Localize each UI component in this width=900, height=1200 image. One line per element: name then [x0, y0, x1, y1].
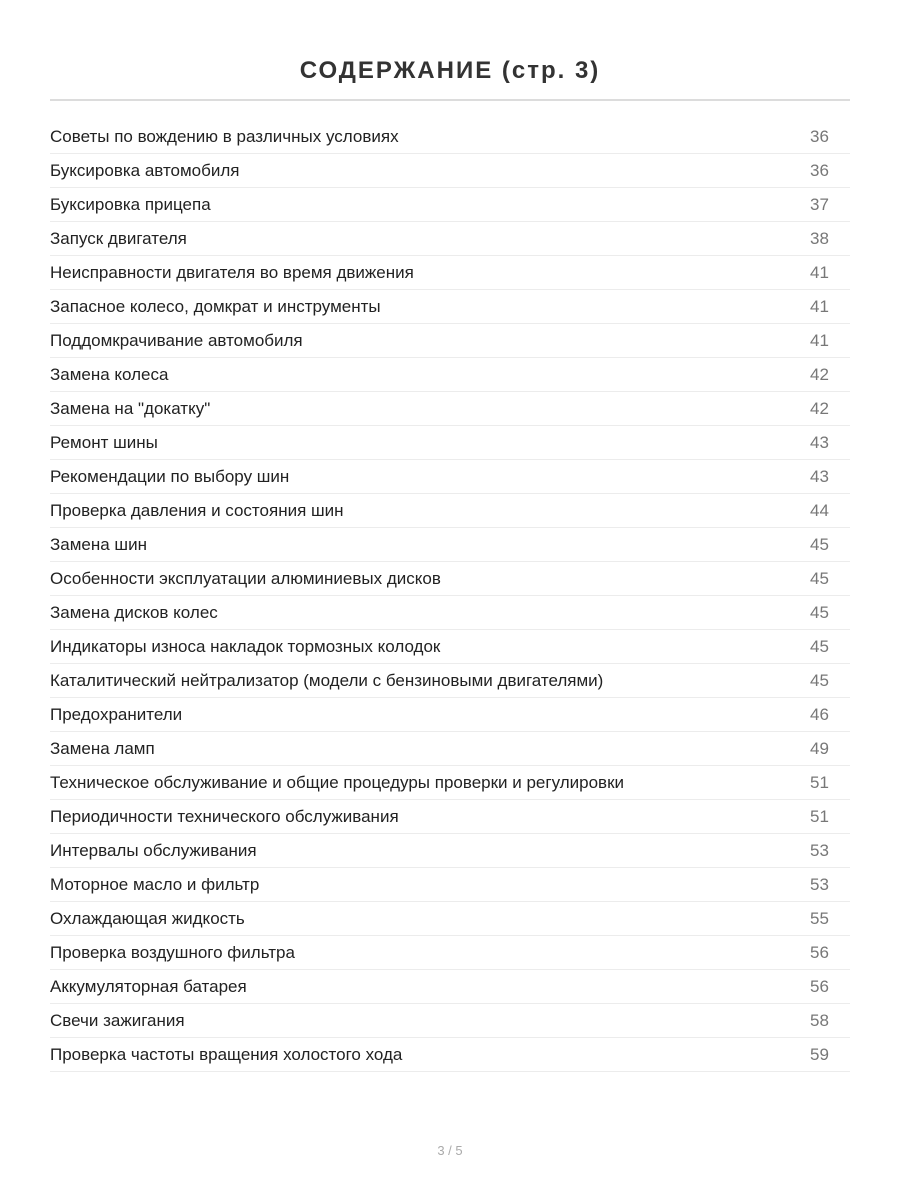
- toc-entry[interactable]: [50, 936, 850, 970]
- toc-entry-title: Свечи зажигания: [50, 1010, 185, 1030]
- toc-entry-page: 45: [810, 636, 829, 656]
- toc-entry-page: 58: [810, 1010, 829, 1030]
- toc-entry-page: 42: [810, 398, 829, 418]
- toc-entry[interactable]: [50, 868, 850, 902]
- toc-entry-title: Неисправности двигателя во время движения: [50, 262, 414, 282]
- toc-entry-page: 49: [810, 738, 829, 758]
- page-indicator: 3 / 5: [437, 1143, 463, 1158]
- toc-entry-title: Советы по вождению в различных условиях: [50, 126, 399, 146]
- toc-entry[interactable]: [50, 426, 850, 460]
- page-title: СОДЕРЖАНИЕ (стр. 3): [299, 57, 601, 85]
- toc-entry-page: 55: [810, 908, 829, 928]
- toc-entry-title: Техническое обслуживание и общие процедуры проверки и регулировки: [50, 772, 625, 792]
- toc-entry-title: Каталитический нейтрализатор (модели с бензиновыми двигателями): [50, 670, 604, 690]
- toc-entry-page: 53: [810, 840, 829, 860]
- toc-entry-title: Периодичности технического обслуживания: [50, 806, 399, 826]
- toc-entry[interactable]: [50, 596, 850, 630]
- toc-entry-page: 42: [810, 364, 829, 384]
- toc-entry[interactable]: [50, 698, 850, 732]
- toc-entry[interactable]: [50, 290, 850, 324]
- toc-entry[interactable]: [50, 188, 850, 222]
- toc-entry-page: 53: [810, 874, 829, 894]
- toc-entry-title: Особенности эксплуатации алюминиевых дисков: [50, 568, 441, 588]
- toc-entry-page: 46: [810, 704, 829, 724]
- toc-entry[interactable]: [50, 154, 850, 188]
- toc-entry-page: 59: [810, 1044, 829, 1064]
- toc-entry-title: Интервалы обслуживания: [50, 840, 257, 860]
- toc-entry[interactable]: [50, 222, 850, 256]
- toc-entry-page: 45: [810, 534, 829, 554]
- title-divider: [50, 99, 850, 101]
- toc-entry-page: 56: [810, 976, 829, 996]
- toc-entry[interactable]: [50, 630, 850, 664]
- toc-entry[interactable]: [50, 358, 850, 392]
- toc-entry-page: 45: [810, 568, 829, 588]
- toc-entry[interactable]: [50, 562, 850, 596]
- toc-entry-title: Аккумуляторная батарея: [50, 976, 247, 996]
- toc-entry[interactable]: [50, 392, 850, 426]
- toc-entry-title: Ремонт шины: [50, 432, 158, 452]
- toc-entry[interactable]: [50, 256, 850, 290]
- toc-entry[interactable]: [50, 1038, 850, 1072]
- toc-entry-page: 43: [810, 432, 829, 452]
- toc-entry-page: 51: [810, 772, 829, 792]
- toc-entry[interactable]: [50, 664, 850, 698]
- toc-entry-page: 38: [810, 228, 829, 248]
- toc-entry[interactable]: [50, 732, 850, 766]
- toc-entry-title: Запасное колесо, домкрат и инструменты: [50, 296, 381, 316]
- toc-entry-page: 45: [810, 602, 829, 622]
- toc-entry-page: 41: [810, 296, 829, 316]
- toc-entry-title: Замена шин: [50, 534, 147, 554]
- toc-entry[interactable]: [50, 766, 850, 800]
- toc-entry-title: Замена ламп: [50, 738, 155, 758]
- toc-entry[interactable]: [50, 834, 850, 868]
- toc-entry[interactable]: [50, 970, 850, 1004]
- toc-entry-title: Проверка давления и состояния шин: [50, 500, 344, 520]
- toc-entry-page: 37: [810, 194, 829, 214]
- toc-entry-page: 43: [810, 466, 829, 486]
- toc-entry-page: 36: [810, 126, 829, 146]
- toc-entry-page: 44: [810, 500, 829, 520]
- toc-entry-title: Замена колеса: [50, 364, 169, 384]
- toc-entry[interactable]: [50, 494, 850, 528]
- toc-entry-page: 51: [810, 806, 829, 826]
- toc-entry[interactable]: [50, 324, 850, 358]
- toc-entry-title: Индикаторы износа накладок тормозных колодок: [50, 636, 441, 656]
- toc-entry-page: 41: [810, 330, 829, 350]
- toc-entry-title: Поддомкрачивание автомобиля: [50, 330, 303, 350]
- toc-entry-title: Буксировка прицепа: [50, 194, 211, 214]
- toc-entry-title: Проверка частоты вращения холостого хода: [50, 1044, 403, 1064]
- toc-entry[interactable]: [50, 1004, 850, 1038]
- toc-entry-title: Буксировка автомобиля: [50, 160, 240, 180]
- toc-entry[interactable]: [50, 120, 850, 154]
- toc-entry-page: 36: [810, 160, 829, 180]
- toc-entry-title: Запуск двигателя: [50, 228, 187, 248]
- toc-entry[interactable]: [50, 460, 850, 494]
- toc-entry[interactable]: [50, 528, 850, 562]
- toc-entry-page: 45: [810, 670, 829, 690]
- toc-entry-title: Моторное масло и фильтр: [50, 874, 260, 894]
- toc-entry-title: Замена на "докатку": [50, 398, 211, 418]
- toc-entry-title: Проверка воздушного фильтра: [50, 942, 295, 962]
- table-of-contents: [50, 120, 850, 1072]
- toc-entry-title: Рекомендации по выбору шин: [50, 466, 290, 486]
- toc-entry[interactable]: [50, 902, 850, 936]
- toc-entry-page: 56: [810, 942, 829, 962]
- toc-entry-title: Замена дисков колес: [50, 602, 218, 622]
- toc-entry[interactable]: [50, 800, 850, 834]
- toc-entry-page: 41: [810, 262, 829, 282]
- toc-entry-title: Предохранители: [50, 704, 183, 724]
- toc-entry-title: Охлаждающая жидкость: [50, 908, 245, 928]
